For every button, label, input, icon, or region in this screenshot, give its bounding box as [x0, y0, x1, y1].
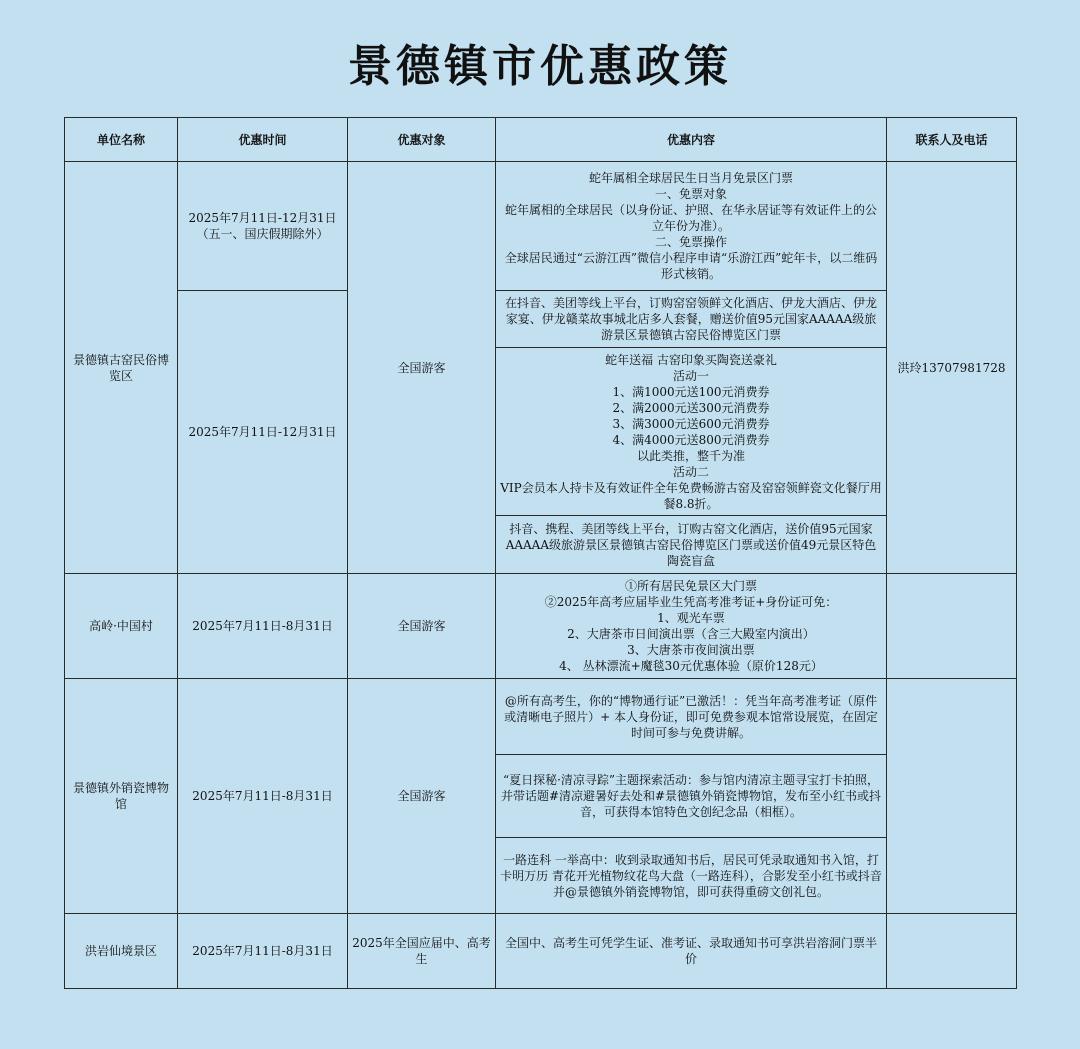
header-content: 优惠内容 [496, 118, 887, 162]
policy-table [64, 117, 1017, 989]
table-row [65, 574, 1017, 679]
content-line: 活动一 [672, 368, 709, 383]
content-line: 活动二 [672, 464, 709, 479]
table-row [65, 679, 1017, 755]
content-cell [496, 291, 887, 348]
content-line: VIP会员本人持卡及有效证件全年免费畅游古窑及窑窑领鲜瓷文化餐厅用餐8.8折。 [500, 480, 882, 511]
unit-name-cell: 景德镇外销瓷博物馆 [65, 679, 178, 914]
content-line: 1、满1000元送100元消费券 [612, 384, 770, 399]
header-unit: 单位名称 [65, 118, 178, 162]
content-cell [496, 679, 887, 755]
content-line: 一、免票对象 [654, 187, 727, 201]
content-cell [496, 838, 887, 914]
contact-cell: 洪玲13707981728 [887, 162, 1017, 574]
unit-name-cell: 高岭·中国村 [65, 574, 178, 679]
table-header-row [65, 118, 1017, 162]
time-cell: 2025年7月11日-12月31日（五一、国庆假期除外） [178, 162, 348, 291]
content-cell [496, 516, 887, 574]
content-cell [496, 162, 887, 291]
content-line: 全球居民通过“云游江西”微信小程序申请“乐游江西”蛇年卡，以二维码形式核销。 [504, 251, 878, 281]
page-title: 景德镇市优惠政策 [348, 41, 732, 92]
contact-cell [887, 914, 1017, 989]
content-line: 蛇年属相的全球居民（以身份证、护照、在华永居证等有效证件上的公立年份为准）。 [504, 203, 877, 233]
time-cell: 2025年7月11日-8月31日 [178, 914, 348, 989]
content-cell [496, 755, 887, 838]
content-line: @所有高考生，你的“博物通行证”已激活！：凭当年高考准考证（原件或清晰电子照片）+ 本人身份证，即可免费参观本馆常设展览，在固定时间可参与免费讲解。 [504, 693, 878, 740]
content-line: 2、满2000元送300元消费券 [612, 400, 770, 415]
header-target: 优惠对象 [348, 118, 496, 162]
content-line: ①所有居民免景区大门票 [624, 579, 757, 593]
target-cell: 全国游客 [348, 574, 496, 679]
target-cell: 2025年全国应届中、高考生 [348, 914, 496, 989]
content-line: 蛇年送福 古窑印象买陶瓷送豪礼 [605, 352, 777, 367]
content-cell [496, 574, 887, 679]
content-cell: 全国中、高考生可凭学生证、准考证、录取通知书可享洪岩溶洞门票半价 [496, 914, 887, 989]
content-line: 3、满3000元送600元消费券 [612, 416, 770, 431]
table-row [65, 162, 1017, 291]
content-line: 一路连科 一举高中：收到录取通知书后，居民可凭录取通知书入馆，打卡明万历 青花开光植物纹花鸟大盘（一路连科），合影发至小红书或抖音并@景德镇外销瓷博物馆，即可获得重磅文创礼包。 [500, 852, 882, 899]
content-line: 4、 丛林漂流+魔毯30元优惠体验（原价128元） [559, 659, 823, 673]
content-line: 二、免票操作 [654, 235, 727, 249]
content-line: 1、观光车票 [657, 611, 725, 625]
target-cell: 全国游客 [348, 679, 496, 914]
table-row [65, 291, 1017, 348]
content-line: 抖音、携程、美团等线上平台，订购古窑文化酒店，送价值95元国家AAAAA级旅游景区景德镇古窑民俗博览区门票或送价值49元景区特色陶瓷盲盒 [505, 521, 877, 568]
content-line: 4、满4000元送800元消费券 [612, 432, 770, 447]
header-contact: 联系人及电话 [887, 118, 1017, 162]
content-line: 2、大唐茶市日间演出票（含三大殿室内演出） [567, 627, 815, 641]
unit-name-cell: 景德镇古窑民俗博览区 [65, 162, 178, 574]
table-row [65, 914, 1017, 989]
time-cell: 2025年7月11日-8月31日 [178, 574, 348, 679]
content-line: ②2025年高考应届毕业生凭高考准考证+身份证可免： [544, 595, 838, 609]
content-line: 蛇年属相全球居民生日当月免景区门票 [588, 171, 793, 185]
content-line: “夏日探秘·清凉寻踪”主题探索活动：参与馆内清凉主题寻宝打卡拍照，并带话题#清凉避暑好去处和#景德镇外销瓷博物馆，发布至小红书或抖音，可获得本馆特色文创纪念品（相框）。 [500, 773, 882, 819]
content-line: 以此类推，整千为准 [636, 448, 745, 463]
time-cell: 2025年7月11日-8月31日 [178, 679, 348, 914]
contact-cell [887, 679, 1017, 914]
target-cell: 全国游客 [348, 162, 496, 574]
time-cell: 2025年7月11日-12月31日 [178, 291, 348, 574]
contact-cell [887, 574, 1017, 679]
content-cell [496, 348, 887, 516]
content-line: 在抖音、美团等线上平台，订购窑窑领鲜文化酒店、伊龙大酒店、伊龙家宴、伊龙赣菜故事城北店多人套餐，赠送价值95元国家AAAAA级旅游景区景德镇古窑民俗博览区门票 [504, 296, 877, 342]
content-line: 3、大唐茶市夜间演出票 [627, 643, 755, 657]
unit-name-cell: 洪岩仙境景区 [65, 914, 178, 989]
header-time: 优惠时间 [178, 118, 348, 162]
